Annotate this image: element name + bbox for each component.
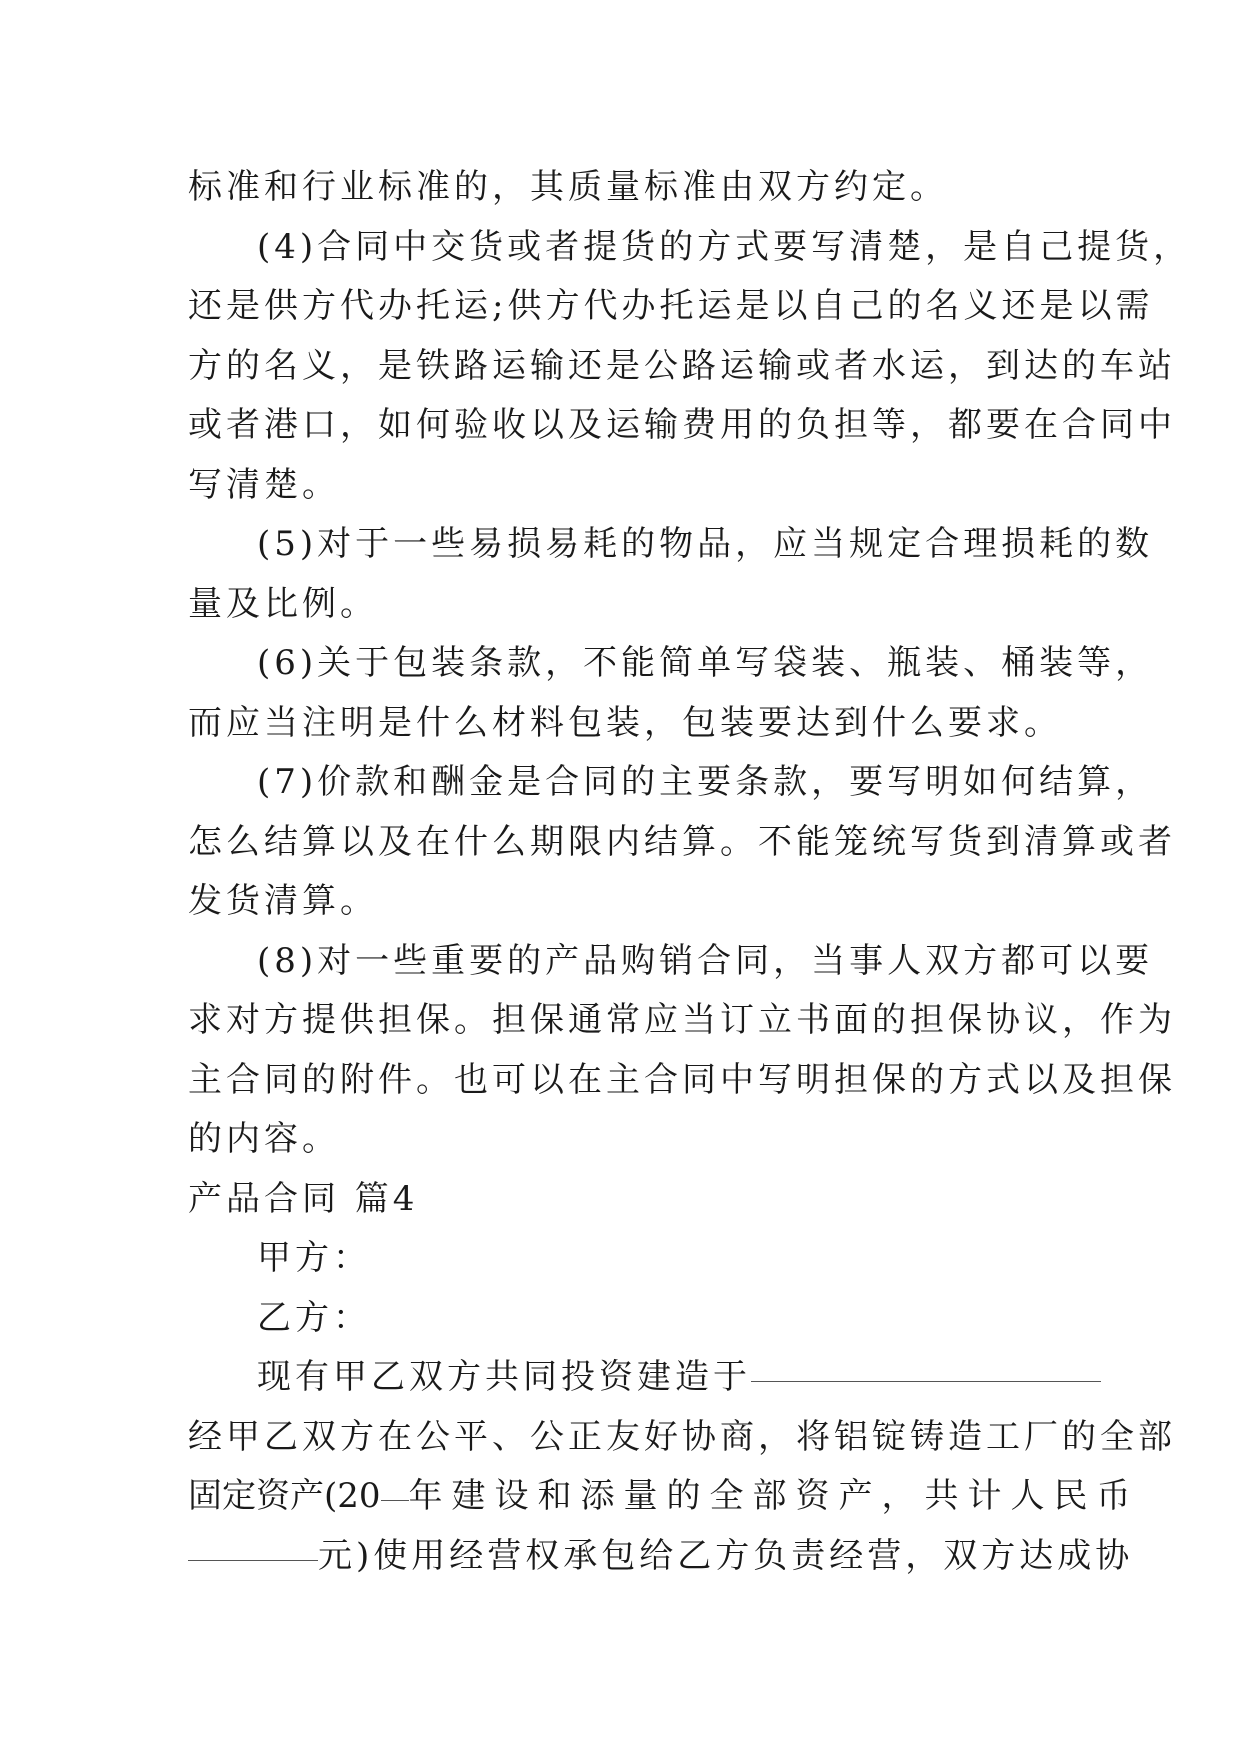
text-line <box>188 1527 1134 1587</box>
text-line: 发货清算。 <box>188 881 378 921</box>
text-line: 主合同的附件。也可以在主合同中写明担保的方式以及担保 <box>188 1059 1176 1100</box>
section-heading: 产品合同 篇4 <box>188 1178 419 1219</box>
text-line: (5)对于一些易损易耗的物品，应当规定合理损耗的数 <box>257 524 1154 564</box>
fill-in-blank <box>188 1524 318 1561</box>
text-line: 标准和行业标准的，其质量标准由双方约定。 <box>188 167 948 207</box>
party-a-label: 甲方： <box>257 1238 371 1278</box>
text-fragment: 固定资产(20 <box>188 1476 381 1516</box>
text-line: 的内容。 <box>188 1119 340 1159</box>
text-line: (6)关于包装条款，不能简单写袋装、瓶装、桶装等， <box>257 643 1154 683</box>
text-line <box>188 1348 1048 1408</box>
text-line <box>188 1467 1140 1527</box>
text-line: 量及比例。 <box>188 583 378 624</box>
text-fragment: 现有甲乙双方共同投资建造于 <box>257 1357 751 1397</box>
text-line: 经甲乙双方在公平、公正友好协商，将铝锭铸造工厂的全部 <box>188 1416 1176 1457</box>
document-body <box>188 158 1192 1586</box>
text-line: 写清楚。 <box>188 464 340 505</box>
text-fragment: 元)使用经营权承包给乙方负责经营，双方达成协 <box>318 1535 1134 1576</box>
text-line: 方的名义，是铁路运输还是公路运输或者水运，到达的车站 <box>188 345 1176 386</box>
text-line: 或者港口，如何验收以及运输费用的负担等，都要在合同中 <box>188 405 1176 445</box>
party-b-label: 乙方： <box>257 1297 371 1338</box>
fill-in-blank <box>751 1345 1101 1382</box>
fill-in-blank <box>381 1470 409 1501</box>
text-line: (7)价款和酬金是合同的主要条款，要写明如何结算， <box>257 762 1154 802</box>
text-fragment <box>188 1467 409 1527</box>
text-line: 而应当注明是什么材料包装，包装要达到什么要求。 <box>188 702 1062 743</box>
text-line: 求对方提供担保。担保通常应当订立书面的担保协议，作为 <box>188 1000 1176 1040</box>
text-fragment: 年建设和添量的全部资产，共计人民币 <box>408 1476 1140 1516</box>
text-line: 怎么结算以及在什么期限内结算。不能笼统写货到清算或者 <box>188 821 1176 862</box>
text-line: 还是供方代办托运;供方代办托运是以自己的名义还是以需 <box>188 286 1154 326</box>
text-line: (8)对一些重要的产品购销合同，当事人双方都可以要 <box>257 940 1154 981</box>
text-line: (4)合同中交货或者提货的方式要写清楚，是自己提货， <box>257 226 1192 267</box>
